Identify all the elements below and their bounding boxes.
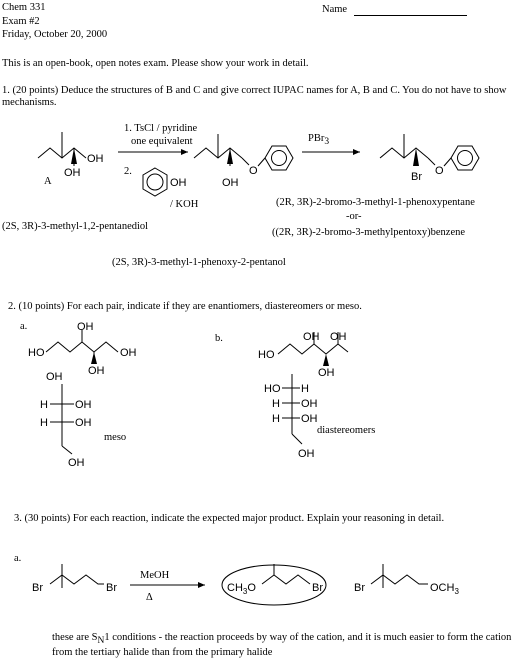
q1-name-or: -or- [346,211,362,222]
q2-b-oh3: OH [318,367,335,379]
q3-reagent: MeOH [140,570,170,581]
q2-b-fischer [264,374,318,460]
q1-b-oh: OH [222,177,239,189]
q2-a-oh3: OH [120,347,137,359]
q2-b-f-ho: HO [264,383,281,395]
q2-b-oh1: OH [303,331,320,343]
q2-b-f-h1: H [301,383,309,395]
q2-a-f-h1: H [40,399,48,411]
q1-reagent2-base: / KOH [170,199,199,210]
q3-text: 3. (30 points) For each reaction, indicate the expected major product. Explain your reasoning in detail. [14,513,445,524]
q1-c-o: O [435,165,444,177]
intro-text: This is an open-book, open notes exam. Please show your work in detail. [2,58,309,69]
exam-number: Exam #2 [2,16,40,27]
q3-label-a: a. [14,553,22,564]
q3-sm-br1: Br [32,582,43,594]
q2-a-ho: HO [28,347,45,359]
q1-name-a: (2S, 3R)-3-methyl-1,2-pentanediol [2,221,149,232]
q2-answer-b: diastereomers [317,425,376,436]
q3-p1-ch3o: $CH_3O$ [227,582,256,596]
q2-label-b: b. [215,333,223,344]
q2-a-f-oh1: OH [75,399,92,411]
q1-b-o: O [249,165,258,177]
q1-name-c2: ((2R, 3R)-2-bromo-3-methylpentoxy)benzene [272,227,466,238]
q2-a-zigzag [28,321,137,377]
name-label: Name [322,4,348,15]
q2-a-oh2: OH [88,365,105,377]
q3-heat: Δ [146,592,153,603]
q1-name-b: (2S, 3R)-3-methyl-1-phenoxy-2-pentanol [112,257,286,268]
q2-a-f-oh2: OH [75,417,92,429]
q1-phenol [143,168,187,196]
q1-reagent2-num: 2. [124,166,132,177]
q2-b-oh2: OH [330,331,347,343]
q1-name-c1: (2R, 3R)-2-bromo-3-methyl-1-phenoxypentane [276,197,475,208]
q3-explanation: these are $S_N1$ conditions - the reaction proceeds by way of the cation, and it is much easier to form the cation from the tertiary halide than from the primary halide [52,632,512,659]
q3-product-2 [354,564,459,596]
q3-p2-och3: $OCH_3$ [430,582,459,596]
exam-date: Friday, October 20, 2000 [2,29,108,40]
q2-b-f-h2: H [272,398,280,410]
q2-b-f-oh-bottom: OH [298,448,315,460]
q1-compound-b [194,134,293,189]
q2-b-zigzag [258,331,348,379]
q2-text: 2. (10 points) For each pair, indicate if they are enantiomers, diastereomers or meso. [8,301,362,312]
q1-reagent1-line1: 1. TsCl / pyridine [124,123,198,134]
q1-a-oh1: OH [87,153,104,165]
q3-product-1 [222,564,326,605]
q1-compound-c [380,134,479,183]
q2-b-ho: HO [258,349,275,361]
q1-a-oh2: OH [64,167,81,179]
q1-a-label: A [44,176,52,187]
q1-reagent3: PBr$_3$ [308,133,330,148]
q1-compound-a [38,132,104,187]
q3-p1-br: Br [312,582,323,594]
q2-label-a: a. [20,321,28,332]
q2-a-f-h2: H [40,417,48,429]
q2-b-f-oh2: OH [301,413,318,425]
q1-c-br: Br [411,171,422,183]
q2-b-f-oh1: OH [301,398,318,410]
q2-a-oh1: OH [77,321,94,333]
q2-a-f-oh-top: OH [46,371,63,383]
q2-a-f-oh-bottom: OH [68,457,85,469]
q3-p2-br: Br [354,582,365,594]
course-title: Chem 331 [2,2,46,13]
q2-b-f-h3: H [272,413,280,425]
q1-text: 1. (20 points) Deduce the structures of B and C and give correct IUPAC names for A, B and C. You do not have to show mechanisms. [2,85,507,108]
q1-phenol-oh: OH [170,177,187,189]
q3-sm-br2: Br [106,582,117,594]
q3-starting-material [32,564,117,594]
q2-answer-a: meso [104,432,127,443]
q1-reagent1-line2: one equivalent [131,136,193,147]
q2-a-fischer [40,371,92,469]
